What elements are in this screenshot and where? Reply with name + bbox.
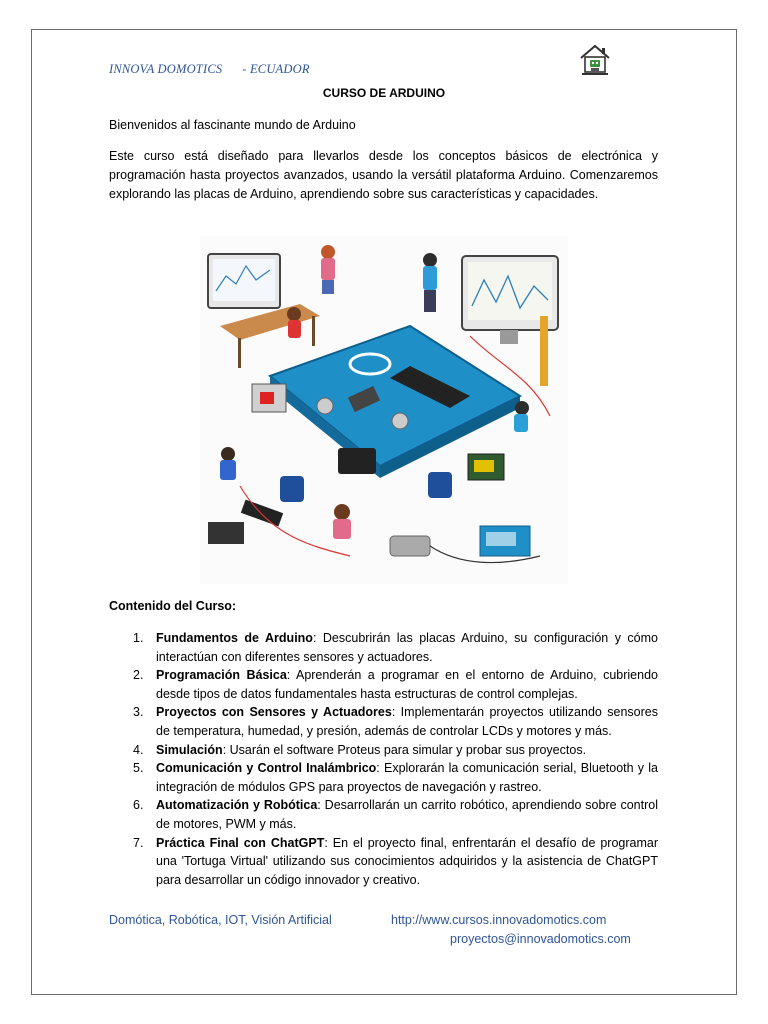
company-header: INNOVA DOMOTICS - ECUADOR bbox=[109, 62, 310, 76]
item-number: 4. bbox=[133, 742, 144, 757]
item-text: : Aprenderán a programar en el entorno de Arduino, cubriendo desde tipos de datos fundamentales hasta estructuras de control complejas. bbox=[156, 668, 658, 701]
item-title: Proyectos con Sensores y Actuadores bbox=[156, 705, 392, 720]
list-item bbox=[109, 759, 658, 796]
item-text: : Usarán el software Proteus para simular y probar sus proyectos. bbox=[222, 742, 587, 757]
contents-heading: Contenido del Curso: bbox=[109, 599, 237, 613]
footer-topics: Domótica, Robótica, IOT, Visión Artificial bbox=[109, 913, 332, 927]
item-text: : En el proyecto final, enfrentarán el desafío de programar una 'Tortuga Virtual' utilizando sus conocimientos adquiridos y la asistencia de ChatGPT para desarrollar un código innovador y creativo. bbox=[156, 835, 659, 887]
list-item bbox=[109, 666, 658, 703]
list-item bbox=[109, 629, 658, 666]
item-title: Simulación bbox=[156, 742, 223, 757]
item-title: Comunicación y Control Inalámbrico bbox=[156, 761, 377, 776]
item-number: 5. bbox=[133, 761, 144, 776]
item-text: : Descubrirán las placas Arduino, su configuración y cómo interactúan con diferentes sensores y actuadores. bbox=[156, 631, 658, 664]
item-number: 3. bbox=[133, 705, 144, 720]
item-number: 2. bbox=[133, 668, 144, 683]
item-title: Automatización y Robótica bbox=[156, 798, 318, 813]
footer-email-link[interactable]: proyectos@innovadomotics.com bbox=[450, 932, 631, 946]
intro-paragraph: Este curso está diseñado para llevarlos desde los conceptos básicos de electrónica y programación hasta proyectos avanzados, usando la versátil plataforma Arduino. Comenzaremos explorando las placas de Arduino, aprendiendo sobre sus características y capacidades. bbox=[109, 149, 658, 201]
house-robot-logo-icon bbox=[578, 42, 612, 76]
welcome-text: Bienvenidos al fascinante mundo de Arduino bbox=[109, 118, 356, 132]
item-text: : Explorarán la comunicación serial, Bluetooth y la integración de módulos GPS para proyectos de navegación y rastreo. bbox=[156, 761, 658, 794]
item-title: Fundamentos de Arduino bbox=[156, 631, 313, 645]
item-number: 6. bbox=[133, 798, 144, 813]
item-number: 7. bbox=[133, 835, 144, 850]
item-text: : Implementarán proyectos utilizando sensores de temperatura, humedad, y presión, además de controlar LCDs y motores y más. bbox=[156, 705, 658, 738]
course-contents-list bbox=[109, 629, 658, 889]
item-text: : Desarrollarán un carrito robótico, aprendiendo sobre control de motores, PWM y más. bbox=[156, 798, 658, 831]
footer-website-link[interactable]: http://www.cursos.innovadomotics.com bbox=[391, 913, 607, 927]
item-title: Programación Básica bbox=[156, 668, 287, 683]
arduino-illustration bbox=[200, 236, 568, 584]
list-item bbox=[109, 703, 658, 740]
item-title: Práctica Final con ChatGPT bbox=[156, 835, 325, 850]
document-title: CURSO DE ARDUINO bbox=[322, 86, 446, 100]
list-item bbox=[109, 796, 658, 833]
list-item bbox=[109, 834, 658, 890]
item-number: 1. bbox=[133, 631, 144, 645]
list-item bbox=[109, 741, 658, 760]
